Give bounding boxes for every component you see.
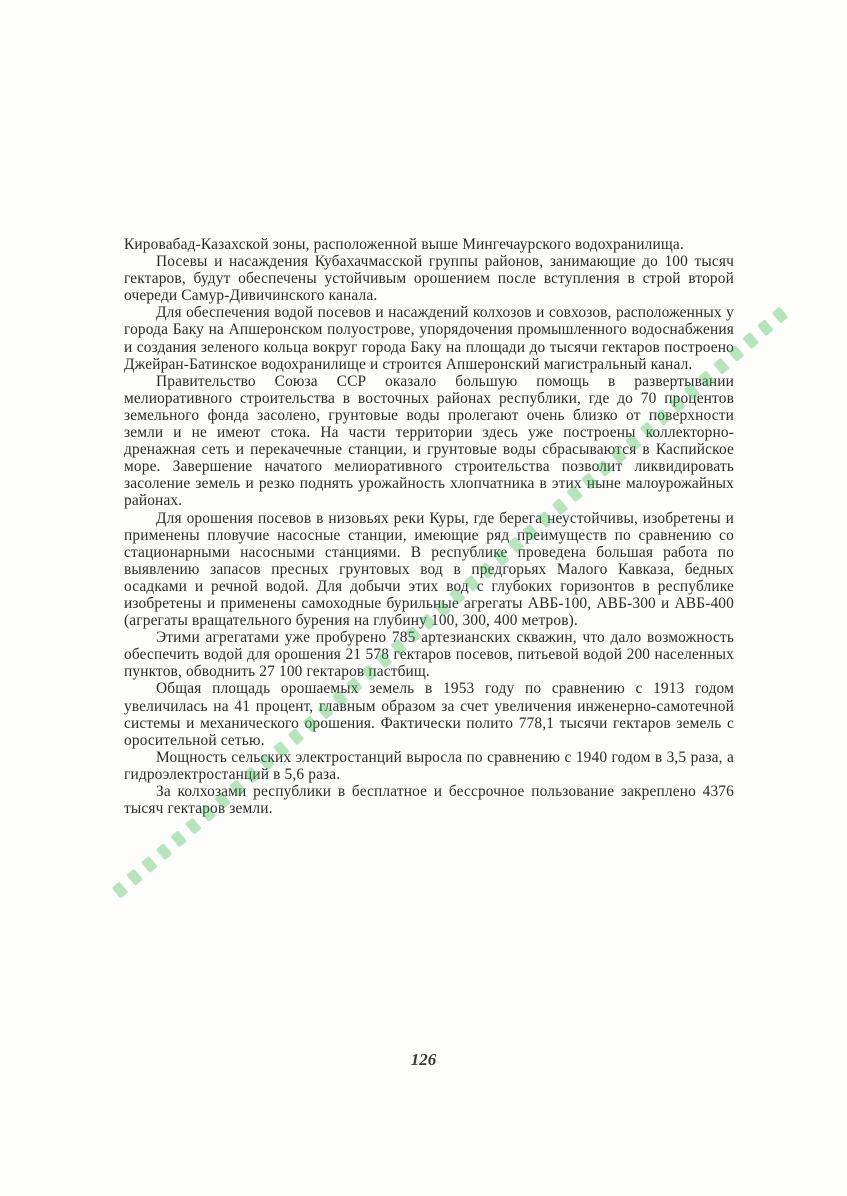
body-text (124, 236, 734, 817)
paragraph-kubakhachmas: Посевы и насаждения Кубахачмасской группы районов, занимающие до 100 тысяч гектаров, будут обеспечены устойчивым орошением после вступления в строй второй очереди Самур-Дивичинского канала. (124, 253, 734, 305)
paragraph-kura-irrigation: Для орошения посевов в низовьях реки Куры, где берега неустойчивы, изобретены и применены пловучие насосные станции, имеющие ряд преимуществ по сравнению со стационарными насосными станциями. В республике проведена большая работа по выявлению запасов пресных грунтовых вод в предгорьях Малого Кавказа, бедных осадками и речной водой. Для добычи этих вод с глубоких горизонтов в республике изобретены и применены самоходные бурильные агрегаты АВБ-100, АВБ-300 и АВБ-400 (агрегаты вращательного бурения на глубину 100, 300, 400 метров). (124, 509, 734, 630)
paragraph-apsheron: Для обеспечения водой посевов и насаждений колхозов и совхозов, расположенных у города Баку на Апшеронском полуострове, упорядочения промышленного водоснабжения и создания зеленого кольца вокруг города Баку на площади до тысячи гектаров построено Джейран-Батинское водохранилище и строится Апшеронский магистральный канал. (124, 304, 734, 373)
page-number: 126 (410, 1050, 437, 1069)
watermark-mark (185, 818, 202, 835)
watermark-mark (757, 319, 774, 336)
paragraph-artesian-wells: Этими агрегатами уже пробурено 785 артезианских скважин, что дало возможность обеспечить водой для орошения 21 578 гектаров посевов, питьевой водой 200 населенных пунктов, обводнить 27 100 гектаров пастбищ. (124, 629, 734, 681)
watermark-mark (742, 332, 759, 349)
paragraph-continuation: Кировабад-Казахской зоны, расположенной выше Мингечаурского водохранилища. (124, 236, 684, 253)
watermark-mark (141, 856, 158, 873)
paragraph-land-allocation: За колхозами республики в бесплатное и бессрочное пользование закреплено 4376 тысяч гектаров земли. (124, 783, 734, 818)
paragraph-government-help: Правительство Союза ССР оказало большую помощь в развертывании мелиоративного строительства в восточных районах республики, где до 70 процентов земельного фонда засолено, грунтовые воды пролегают очень близко от поверхности земли и не имеют стока. На части территории здесь уже построены коллекторно-дренажная сеть и перекачечные станции, и грунтовые воды сбрасываются в Каспийское море. Завершение начатого мелиоративного строительства позволит ликвидировать засоление земель и резко поднять урожайность хлопчатника в этих ныне малоурожайных районах. (124, 372, 734, 510)
watermark-mark (170, 830, 187, 847)
watermark-mark (772, 306, 789, 323)
watermark-mark (156, 843, 173, 860)
watermark-mark (112, 881, 129, 898)
paragraph-irrigated-area: Общая площадь орошаемых земель в 1953 году по сравнению с 1913 годом увеличилась на 41 процент, главным образом за счет увеличения инженерно-самотечной системы и механического орошения. Фактически полито 778,1 тысячи гектаров земель с оросительной сетью. (124, 680, 734, 749)
watermark-mark (126, 869, 143, 886)
paragraph-power-stations: Мощность сельских электростанций выросла по сравнению с 1940 годом в 3,5 раза, а гидроэлектростанций в 5,6 раза. (124, 748, 734, 783)
